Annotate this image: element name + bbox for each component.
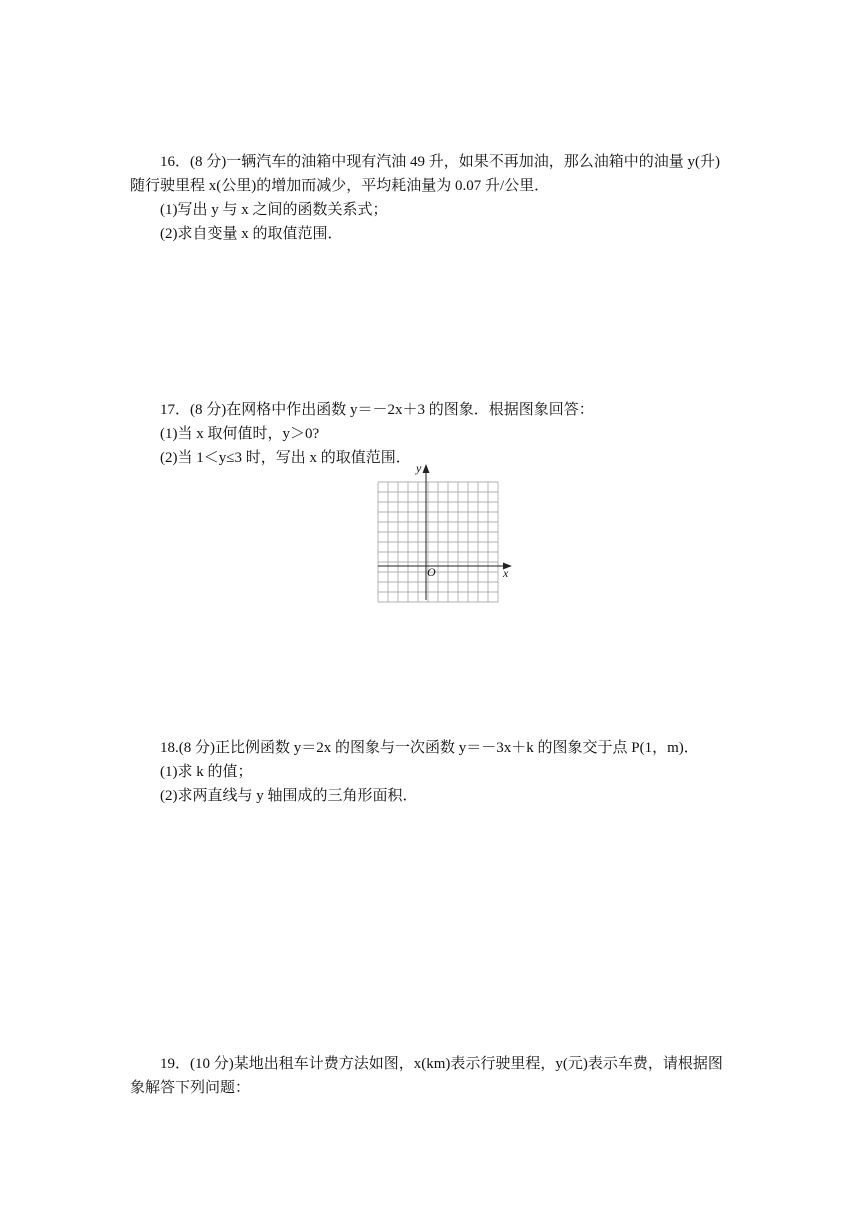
grid-lines xyxy=(378,482,498,602)
q16-part-1: (1)写出 y 与 x 之间的函数关系式； xyxy=(160,202,388,218)
q16-line-2: 随行驶里程 x(公里)的增加而减少，平均耗油量为 0.07 升/公里． xyxy=(130,178,550,194)
q16-part-2: (2)求自变量 x 的取值范围． xyxy=(160,226,343,242)
q18-line-1: 18.(8 分)正比例函数 y＝2x 的图象与一次函数 y＝－3x＋k 的图象交于点 P(1，m)． xyxy=(160,740,699,756)
coordinate-grid-figure xyxy=(372,460,520,606)
q18-part-2: (2)求两直线与 y 轴围成的三角形面积． xyxy=(160,788,418,804)
q17-part-1: (1)当 x 取何值时，y＞0? xyxy=(160,426,320,442)
q16-line-1: 16．(8 分)一辆汽车的油箱中现有汽油 49 升，如果不再加油，那么油箱中的油量 y(升) xyxy=(160,154,720,170)
y-axis-arrow xyxy=(423,464,430,473)
q19-line-1: 19．(10 分)某地出租车计费方法如图，x(km)表示行驶里程，y(元)表示车费，请根据图 xyxy=(160,1056,723,1072)
q17-line-1: 17．(8 分)在网格中作出函数 y＝－2x＋3 的图象．根据图象回答： xyxy=(160,402,594,418)
coordinate-grid-svg xyxy=(372,460,520,606)
y-axis-label: y xyxy=(416,461,422,475)
origin-label: O xyxy=(427,565,436,579)
q17-part-2: (2)当 1＜y≤3 时，写出 x 的取值范围． xyxy=(160,450,411,466)
x-axis-label: x xyxy=(503,566,509,580)
q18-part-1: (1)求 k 的值； xyxy=(160,764,253,780)
q19-line-2: 象解答下列问题： xyxy=(130,1080,251,1096)
